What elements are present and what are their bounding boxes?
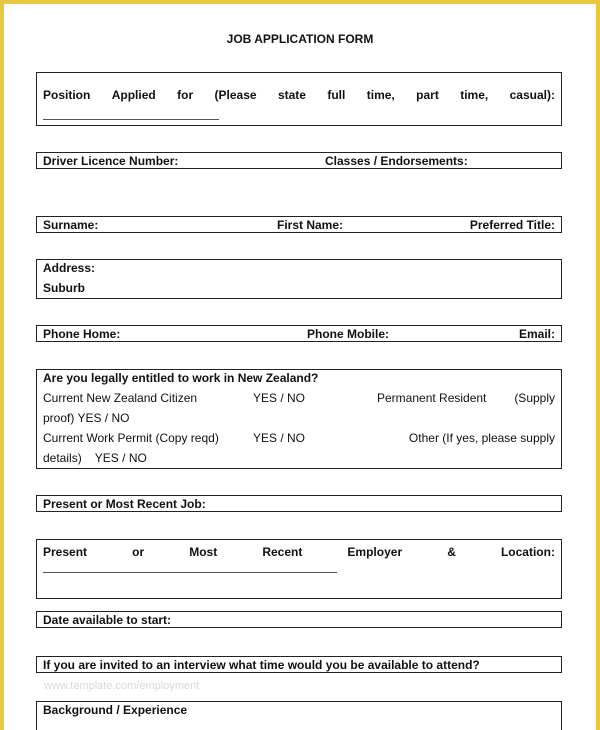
entitlement-question: Are you legally entitled to work in New Zealand? xyxy=(43,371,319,385)
position-word: time, xyxy=(366,88,395,102)
position-section xyxy=(36,72,562,126)
entitlement-section xyxy=(36,369,562,469)
position-label-row xyxy=(43,88,555,102)
position-word: state xyxy=(277,88,306,102)
suburb-label: Suburb xyxy=(43,281,85,295)
employer-word: Most xyxy=(189,545,218,559)
classes-endorsements-label: Classes / Endorsements: xyxy=(325,154,468,168)
email-label: Email: xyxy=(518,327,555,341)
interview-section xyxy=(36,656,562,673)
date-available-label: Date available to start: xyxy=(43,613,172,627)
position-word: (Please xyxy=(214,88,257,102)
position-word: Position xyxy=(43,88,91,102)
position-word: casual): xyxy=(509,88,555,102)
permit-options[interactable]: YES / NO xyxy=(253,431,306,445)
proof-options[interactable]: proof) YES / NO xyxy=(43,411,130,425)
citizen-options[interactable]: YES / NO xyxy=(253,391,306,405)
address-section xyxy=(36,259,562,299)
employer-word: Recent xyxy=(262,545,303,559)
interview-question: If you are invited to an interview what time would you be available to attend? xyxy=(43,658,480,672)
other-label: Other (If yes, please supply xyxy=(408,431,555,445)
employer-word: & xyxy=(447,545,456,559)
first-name-label: First Name: xyxy=(277,218,344,232)
position-word: time, xyxy=(460,88,489,102)
preferred-title-label: Preferred Title: xyxy=(469,218,555,232)
position-word: for xyxy=(177,88,194,102)
driver-licence-section xyxy=(36,152,562,169)
position-answer-line[interactable] xyxy=(43,119,219,120)
address-label: Address: xyxy=(43,261,96,275)
employer-label-row xyxy=(43,545,555,559)
employer-section xyxy=(36,539,562,599)
permit-label: Current Work Permit (Copy reqd) xyxy=(43,431,219,445)
employer-answer-line[interactable] xyxy=(43,572,337,573)
recent-job-label: Present or Most Recent Job: xyxy=(43,497,206,511)
phone-mobile-label: Phone Mobile: xyxy=(307,327,389,341)
driver-licence-label: Driver Licence Number: xyxy=(43,154,179,168)
background-label: Background / Experience xyxy=(43,703,188,717)
resident-label: Permanent Resident xyxy=(377,391,487,405)
form-page xyxy=(4,4,596,730)
position-word: part xyxy=(416,88,439,102)
supply-label: (Supply xyxy=(514,391,555,405)
phones-section xyxy=(36,325,562,342)
employer-word: Location: xyxy=(500,545,555,559)
details-options[interactable]: details) YES / NO xyxy=(43,451,147,465)
phone-home-label: Phone Home: xyxy=(43,327,121,341)
date-available-section xyxy=(36,611,562,628)
employer-word: Present xyxy=(43,545,88,559)
recent-job-section xyxy=(36,495,562,512)
watermark-text: www.template.com/employment xyxy=(44,680,200,692)
background-section xyxy=(36,701,562,730)
surname-label: Surname: xyxy=(43,218,99,232)
position-word: Applied xyxy=(111,88,156,102)
employer-word: or xyxy=(132,545,145,559)
position-word: full xyxy=(327,88,346,102)
form-title: JOB APPLICATION FORM xyxy=(226,32,374,46)
employer-word: Employer xyxy=(347,545,403,559)
citizen-label: Current New Zealand Citizen xyxy=(43,391,198,405)
names-section xyxy=(36,216,562,233)
